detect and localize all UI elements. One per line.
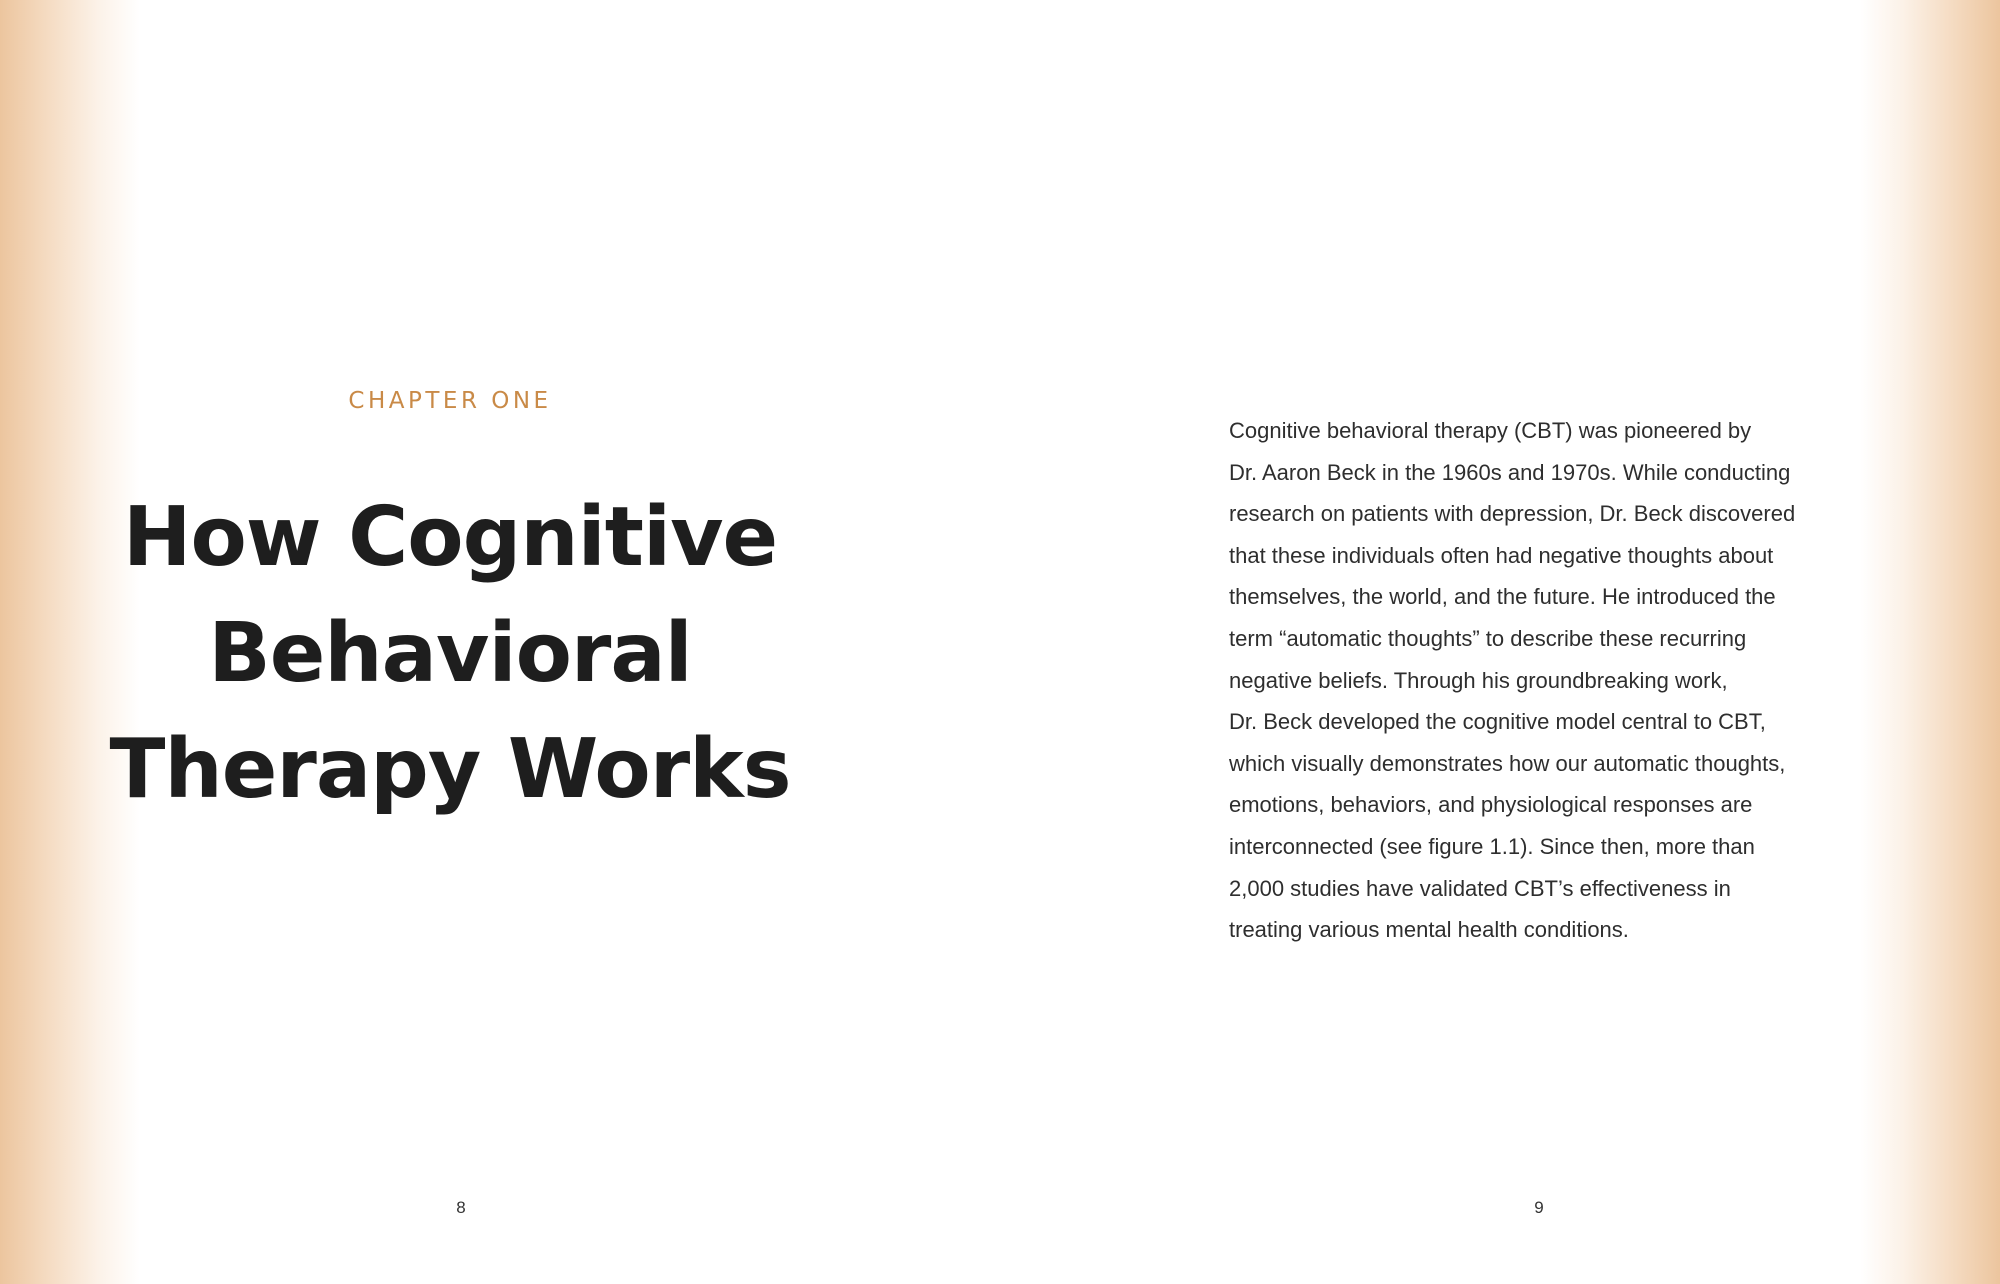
body-line: Dr. Aaron Beck in the 1960s and 1970s. While conducting bbox=[1229, 459, 1791, 485]
body-line: which visually demonstrates how our automatic thoughts, bbox=[1229, 750, 1786, 776]
chapter-title bbox=[0, 480, 900, 828]
chapter-title-line: Behavioral bbox=[208, 606, 692, 701]
right-page bbox=[1000, 0, 2000, 1284]
body-line: interconnected (see figure 1.1). Since then, more than bbox=[1229, 833, 1755, 859]
body-line: negative beliefs. Through his groundbreaking work, bbox=[1229, 667, 1728, 693]
chapter-label: CHAPTER ONE bbox=[348, 388, 552, 414]
chapter-title-line: How Cognitive bbox=[122, 490, 778, 585]
body-paragraph bbox=[1229, 410, 1849, 951]
body-line: Cognitive behavioral therapy (CBT) was pioneered by bbox=[1229, 418, 1752, 443]
body-line: term “automatic thoughts” to describe these recurring bbox=[1229, 625, 1747, 651]
body-line: that these individuals often had negative thoughts about bbox=[1229, 542, 1774, 568]
page-number-left: 8 bbox=[456, 1198, 466, 1217]
page-number-right: 9 bbox=[1534, 1198, 1544, 1217]
body-line: emotions, behaviors, and physiological responses are bbox=[1229, 792, 1753, 818]
body-line: Dr. Beck developed the cognitive model central to CBT, bbox=[1229, 709, 1766, 735]
chapter-title-line: Therapy Works bbox=[109, 722, 791, 817]
body-line: themselves, the world, and the future. He introduced the bbox=[1229, 584, 1776, 610]
body-line: research on patients with depression, Dr. Beck discovered bbox=[1229, 501, 1796, 527]
body-line: 2,000 studies have validated CBT’s effectiveness in bbox=[1229, 875, 1731, 901]
body-line: treating various mental health conditions. bbox=[1229, 917, 1629, 943]
